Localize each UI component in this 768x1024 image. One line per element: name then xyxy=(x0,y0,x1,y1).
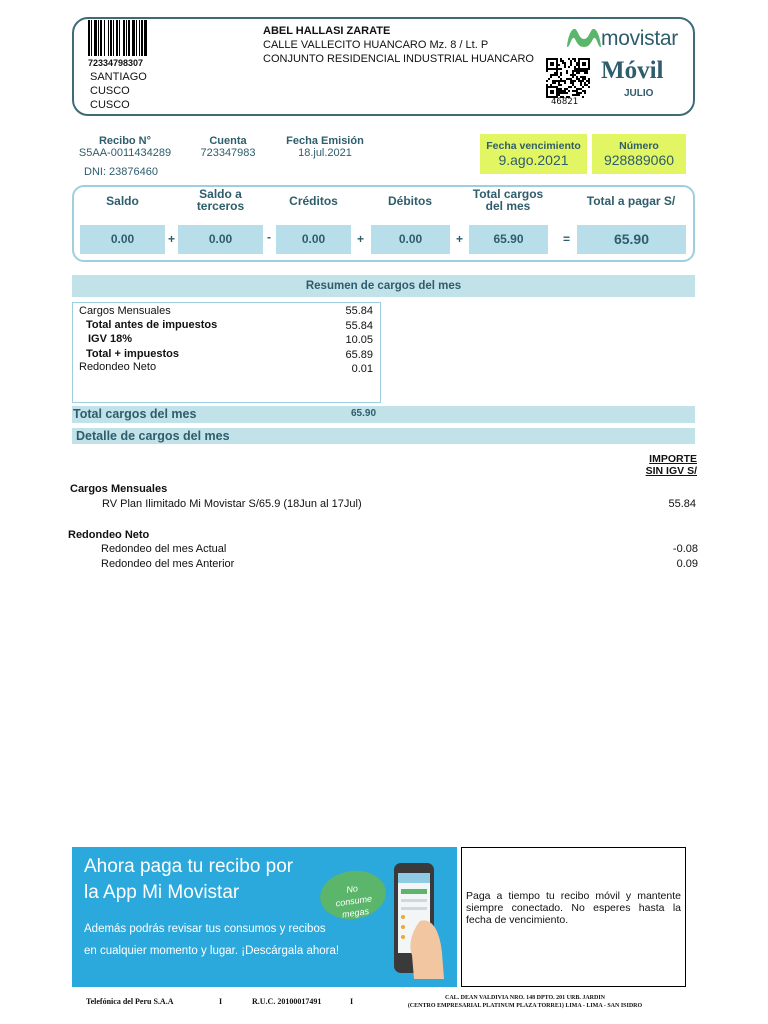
detalle-title: Detalle de cargos del mes xyxy=(72,428,695,444)
address-line: CUSCO xyxy=(90,99,130,111)
resumen-row-label: Redondeo Neto xyxy=(79,361,157,373)
movistar-logo xyxy=(565,25,690,53)
vencimiento-label: Fecha vencimiento xyxy=(486,140,581,152)
product-label: Móvil xyxy=(601,57,664,84)
importe-header-line: SIN IGV S/ xyxy=(645,465,697,477)
summary-header-creditos: Créditos xyxy=(289,194,338,208)
cuenta-block xyxy=(190,135,266,159)
summary-value-saldo: 0.00 xyxy=(80,225,165,254)
detalle-item-value: 0.09 xyxy=(676,558,698,570)
detalle-section-title: Cargos Mensuales xyxy=(70,483,168,495)
month-label: JULIO xyxy=(624,88,654,99)
numero-value: 928889060 xyxy=(603,152,675,168)
fecha-emision-label: Fecha Emisión xyxy=(286,135,364,147)
total-cargos-value: 65.90 xyxy=(351,408,377,419)
barcode-number: 72334798307 xyxy=(88,58,144,68)
summary-header-saldo: Saldo xyxy=(106,194,139,208)
promo-banner xyxy=(72,847,457,987)
promo-line: Además podrás revisar tus consumos y recibos xyxy=(84,923,326,935)
movistar-m-icon xyxy=(565,25,603,51)
qr-number: 46821 xyxy=(551,97,579,107)
summary-header-total-cargos: Total cargos del mes xyxy=(472,187,544,213)
summary-value-total-cargos: 65.90 xyxy=(469,225,548,254)
recibo-block xyxy=(75,135,175,159)
resumen-row-label: Cargos Mensuales xyxy=(79,305,171,317)
resumen-row-label: Total antes de impuestos xyxy=(86,319,218,331)
footer-company: Telefónica del Peru S.A.A xyxy=(86,997,174,1006)
operator-equals: = xyxy=(563,232,571,246)
numero-label: Número xyxy=(619,140,659,152)
cuenta-value: 723347983 xyxy=(200,147,256,159)
customer-address-2: CONJUNTO RESIDENCIAL INDUSTRIAL HUANCARO xyxy=(263,53,534,65)
total-cargos-label: Total cargos del mes xyxy=(73,407,197,421)
fecha-emision-value: 18.jul.2021 xyxy=(298,147,352,159)
promo-badge: No consume megas xyxy=(317,867,389,924)
recibo-label: Recibo N° xyxy=(98,135,152,147)
footer-ruc: R.U.C. 20100017491 xyxy=(252,997,322,1006)
importe-header-line: IMPORTE xyxy=(649,453,697,465)
promo-line: en cualquier momento y lugar. ¡Descárgala ahora! xyxy=(84,945,340,957)
footer-address-line: (CENTRO EMPRESARIAL PLATINUM PLAZA TORRE1) LIMA - LIMA - SAN ISIDRO xyxy=(407,1003,643,1009)
summary-value-saldo-terceros: 0.00 xyxy=(178,225,263,254)
qr-code xyxy=(546,58,590,98)
operator-minus: - xyxy=(267,230,271,244)
address-line: SANTIAGO xyxy=(90,71,147,83)
footer-separator: I xyxy=(219,997,223,1006)
fecha-emision-block xyxy=(280,135,370,159)
importe-header xyxy=(646,453,697,477)
operator-plus: + xyxy=(456,232,464,246)
detalle-item-value: -0.08 xyxy=(672,543,698,555)
summary-value-debitos: 0.00 xyxy=(371,225,450,254)
promo-line: la App Mi Movistar xyxy=(84,882,240,903)
detalle-item-label: Redondeo del mes Actual xyxy=(101,543,227,555)
summary-value-creditos: 0.00 xyxy=(276,225,351,254)
resumen-row-value: 65.89 xyxy=(345,349,373,361)
summary-header-saldo-terceros: Saldo a terceros xyxy=(196,187,245,213)
vencimiento-box xyxy=(480,134,587,174)
resumen-row-label: IGV 18% xyxy=(88,333,133,345)
resumen-row-label: Total + impuestos xyxy=(86,348,180,360)
customer-address-1: CALLE VALLECITO HUANCARO Mz. 8 / Lt. P xyxy=(263,39,489,51)
resumen-row-value: 0.01 xyxy=(351,363,373,375)
detalle-section-title: Redondeo Neto xyxy=(68,529,150,541)
summary-value-total-pagar: 65.90 xyxy=(577,225,686,254)
detalle-item-label: Redondeo del mes Anterior xyxy=(101,558,235,570)
summary-header-total-pagar: Total a pagar S/ xyxy=(586,194,676,208)
resumen-row-value: 55.84 xyxy=(345,305,373,317)
numero-box xyxy=(592,134,686,174)
promo-line: Ahora paga tu recibo por xyxy=(84,856,294,877)
dni: DNI: 23876460 xyxy=(84,166,158,178)
resumen-row-value: 55.84 xyxy=(345,320,373,332)
phone-icon xyxy=(386,861,446,981)
total-cargos-bar xyxy=(72,406,695,423)
operator-plus: + xyxy=(168,232,176,246)
recibo-value: S5AA-0011434289 xyxy=(78,147,172,159)
address-line: CUSCO xyxy=(90,85,130,97)
customer-name: ABEL HALLASI ZARATE xyxy=(263,25,391,37)
address-block xyxy=(90,70,147,112)
resumen-table xyxy=(72,302,381,403)
movistar-wordmark: movistar xyxy=(601,27,678,50)
footer-separator: I xyxy=(350,997,354,1006)
barcode xyxy=(88,20,176,56)
summary-header-debitos: Débitos xyxy=(387,194,432,208)
detalle-item-value: 55.84 xyxy=(668,498,696,510)
notice-box xyxy=(461,847,686,987)
customer-block xyxy=(263,24,534,66)
detalle-item-label: RV Plan Ilimitado Mi Movistar S/65.9 (18Jun al 17Jul) xyxy=(102,498,362,510)
notice-text: Paga a tiempo tu recibo móvil y mantente siempre conectado. No esperes hasta la fecha de vencimiento. xyxy=(466,890,681,926)
operator-plus: + xyxy=(357,232,365,246)
cuenta-label: Cuenta xyxy=(209,135,247,147)
vencimiento-value: 9.ago.2021 xyxy=(498,152,569,168)
resumen-row-value: 10.05 xyxy=(345,334,373,346)
footer-address xyxy=(380,994,670,1010)
resumen-title: Resumen de cargos del mes xyxy=(72,275,695,297)
footer-address-line: CAL. DEAN VALDIVIA NRO. 148 DPTO. 201 URB. JARDIN xyxy=(444,995,606,1001)
